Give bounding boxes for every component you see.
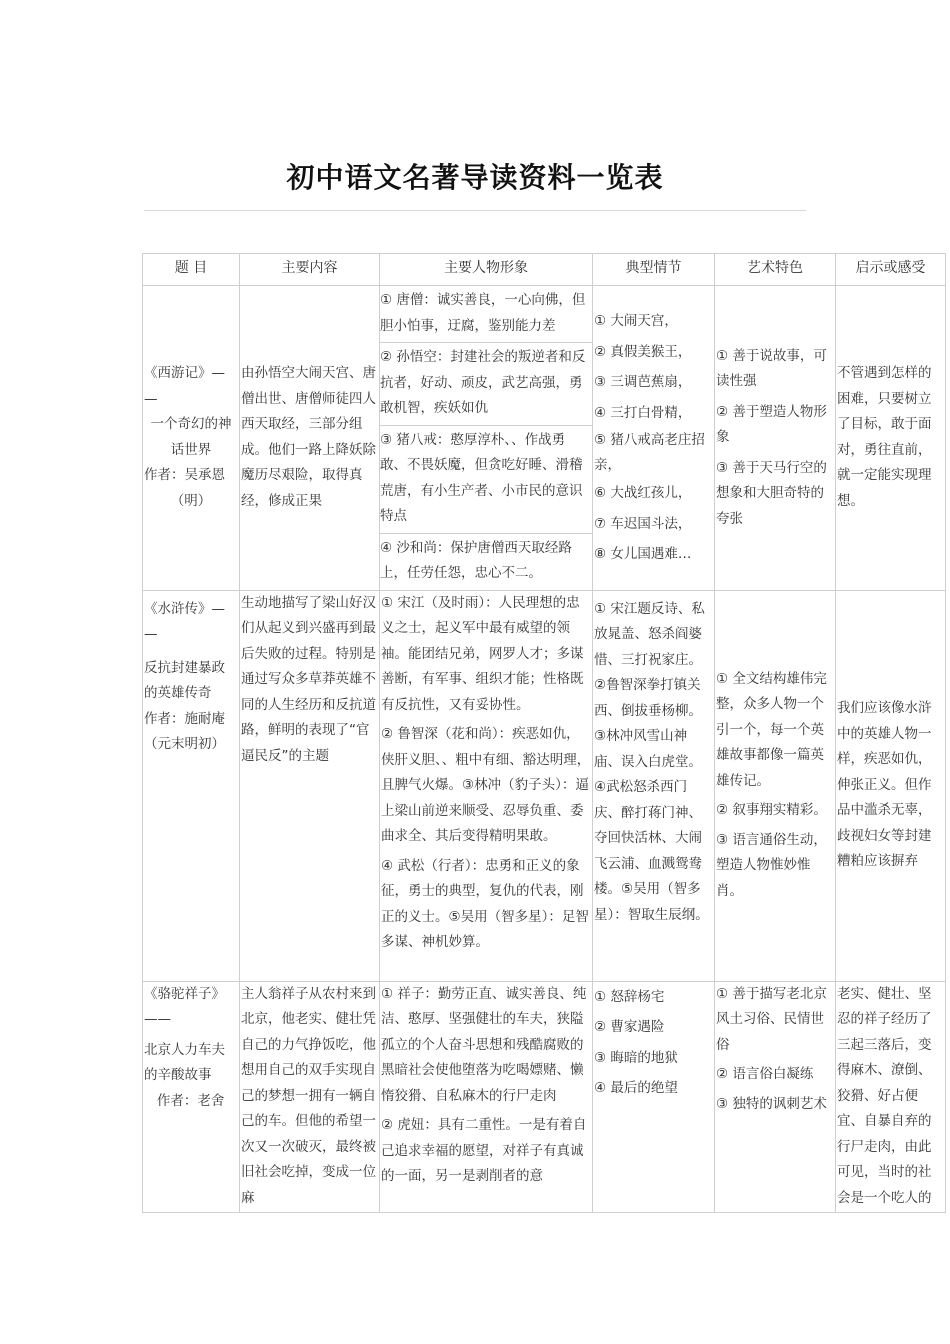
character-entry: ④ 沙和尚：保护唐僧西天取经路上，任劳任怨，忠心不二。 (380, 533, 592, 590)
plots-cell (593, 286, 715, 591)
book-title-line: — (144, 390, 158, 407)
book-title-line: —— (144, 1011, 171, 1027)
content-cell: 生动地描写了梁山好汉们从起义到兴盛再到最后失败的过程。特别是通过写众多草莽英雄不同的人生经历和反抗道路，鲜明的表现了“官逼民反”的主题 (240, 590, 380, 981)
author-era-line: （明） (170, 492, 212, 509)
reading-guide-table (142, 253, 946, 1213)
header-plots: 典型情节 (593, 254, 715, 286)
book-title-line: 《西游记》— (144, 365, 225, 382)
plot-item: ⑧ 女儿国遇难… (594, 546, 692, 562)
character-entry: ② 鲁智深（花和尚）：疾恶如仇，侠肝义胆、、粗中有细、豁达明理，且脾气火爆。③林冲（豹子头）：逼上梁山前逆来顺受、忍辱负重、委曲求全、其后变得精明果敢。 (381, 726, 591, 844)
art-item: ① 善于描写老北京风土习俗、民情世俗 (716, 985, 827, 1053)
table-row (143, 286, 946, 591)
art-cell (715, 590, 836, 981)
characters-cell (380, 286, 593, 591)
plot-item: ③ 三调芭蕉扇， (594, 374, 692, 390)
art-item: ③ 独特的讽刺艺术 (716, 1095, 827, 1112)
header-characters: 主要人物形象 (380, 254, 593, 286)
plot-item: ② 曹家遇险 (594, 1019, 665, 1035)
header-title: 题 目 (143, 254, 240, 286)
plot-item: ① 大闹天宫， (594, 313, 678, 329)
title-divider (144, 210, 806, 211)
character-entry: ① 宋江（及时雨）：人民理想的忠义之士，起义军中最有威望的领袖。能团结兄弟，网罗人才；多谋善断，有军事、组织才能；性格既有反抗性，又有妥协性。 (381, 594, 584, 713)
characters-cell (380, 590, 593, 981)
book-title-line: 的辛酸故事 (144, 1067, 212, 1083)
book-title-line: 话世界 (170, 441, 212, 458)
book-title-line: 北京人力车夫 (144, 1041, 225, 1058)
author-era-line: （元末明初） (144, 736, 225, 752)
book-title-cell (143, 981, 240, 1212)
art-item: ② 叙事翔实精彩。 (716, 802, 827, 819)
book-title-line: 《水浒传》— (144, 600, 225, 617)
book-title-line: 一个奇幻的神 (150, 416, 232, 433)
book-title-cell (143, 286, 240, 591)
header-content: 主要内容 (240, 254, 380, 286)
table-row (143, 590, 946, 981)
insight-cell: 我们应该像水浒中的英雄人物一样，疾恶如仇，伸张正义。但作品中滥杀无辜，歧视妇女等封建糟粕应该摒弃 (836, 590, 946, 981)
book-title-line: 《骆驼祥子》 (144, 985, 225, 1002)
characters-cell (380, 981, 593, 1212)
plot-item: ② 真假美猴王， (594, 343, 692, 360)
art-item: ① 全文结构雄伟完整，众多人物一个引一个，每一个英雄故事都像一篇英雄传记。 (716, 670, 827, 789)
plot-item: ④ 三打白骨精， (594, 404, 692, 421)
character-entry: ② 虎妞：具有二重性。一是有着自己追求幸福的愿望，对祥子有真诚的一面，另一是剥削者的意 (381, 1117, 587, 1184)
art-cell (715, 981, 836, 1212)
plot-item: ⑥ 大战红孩儿， (594, 485, 692, 501)
insight-cell (836, 981, 946, 1212)
book-title-line: 的英雄传奇 (144, 685, 212, 701)
header-art: 艺术特色 (715, 254, 836, 286)
insight-text: 老实、健壮、坚忍的祥子经历了三起三落后，变得麻木、潦倒、狡猾、好占便宜、自暴自弃的行尸走肉，由此可见，当时的社会是一个吃人的 (837, 985, 932, 1206)
plots-cell: ① 宋江题反诗、私放晁盖、怒杀阎婆惜、三打祝家庄。②鲁智深拳打镇关西、倒拔垂杨柳。③林冲风雪山神庙、误入白虎堂。④武松怒杀西门庆、醉打蒋门神、夺回快活林、大闹飞云浦、血溅鸳鸯楼。⑤吴用（智多星）：智取生辰纲。 (593, 590, 715, 981)
content-cell: 由孙悟空大闹天宫、唐僧出世、唐僧师徒四人西天取经，三部分组成。他们一路上降妖除魔历尽艰险，取得真经，修成正果 (240, 286, 380, 591)
content-text: 主人翁祥子从农村来到北京，他老实、健壮凭自己的力气挣饭吃，他想用自己的双手实现自己的梦想一拥有一辆自己的车。但他的希望一次又一次破灭，最终被旧社会吃掉，变成一位麻 (241, 985, 376, 1206)
art-item: ③ 善于天马行空的想象和大胆奇特的夸张 (716, 459, 827, 527)
character-entry: ① 祥子：勤劳正直、诚实善良、纯洁、憨厚、坚强健壮的车夫，狭隘孤立的个人奋斗思想和残酷腐败的黑暗社会使他堕落为吃喝嫖赌、懒惰狡猾、自私麻木的行尸走肉 (381, 985, 587, 1104)
art-item: ③ 语言通俗生动，塑造人物惟妙惟肖。 (716, 831, 827, 899)
art-cell (715, 286, 836, 591)
content-cell (240, 981, 380, 1212)
character-entry: ③ 猪八戒：憨厚淳朴、、作战勇敢、不畏妖魔，但贪吃好睡、滑稽荒唐，有小生产者、小市民的意识特点 (380, 425, 592, 533)
art-item: ② 善于塑造人物形象 (716, 403, 827, 445)
header-insight: 启示或感受 (836, 254, 946, 286)
book-title-line: 反抗封建暴政 (144, 659, 225, 676)
table-header-row (143, 254, 946, 286)
plot-item: ⑦ 车迟国斗法， (594, 515, 692, 532)
book-title-cell (143, 590, 240, 981)
art-item: ② 语言俗白凝练 (716, 1066, 814, 1082)
plots-cell (593, 981, 715, 1212)
plot-item: ③ 晦暗的地狱 (594, 1049, 678, 1066)
character-entry: ① 唐僧：诚实善良，一心向佛，但胆小怕事，迂腐，鉴别能力差 (380, 292, 586, 334)
table-row (143, 981, 946, 1212)
book-title-line: — (144, 626, 158, 642)
insight-cell: 不管遇到怎样的困难，只要树立了目标，敢于面对，勇往直前，就一定能实现理想。 (836, 286, 946, 591)
art-item: ① 善于说故事，可读性强 (716, 347, 827, 389)
author-line: 作者：老舍 (144, 1092, 225, 1109)
plot-item: ① 怒辞杨宅 (594, 988, 665, 1005)
plot-item: ④ 最后的绝望 (594, 1080, 678, 1096)
character-entry: ② 孙悟空：封建社会的叛逆者和反抗者，好动、顽皮，武艺高强，勇敢机智，疾妖如仇 (380, 342, 592, 425)
page-title: 初中语文名著导读资料一览表 (286, 161, 664, 194)
character-entry: ④ 武松（行者）：忠勇和正义的象征，勇士的典型，复仇的代表，刚正的义士。⑤吴用（智多星）：足智多谋、神机妙算。 (381, 857, 589, 950)
author-line: 作者：施耐庵 (144, 710, 225, 727)
author-line: 作者：吴承恩 (144, 467, 225, 484)
plot-item: ⑤ 猪八戒高老庄招亲， (594, 432, 705, 473)
